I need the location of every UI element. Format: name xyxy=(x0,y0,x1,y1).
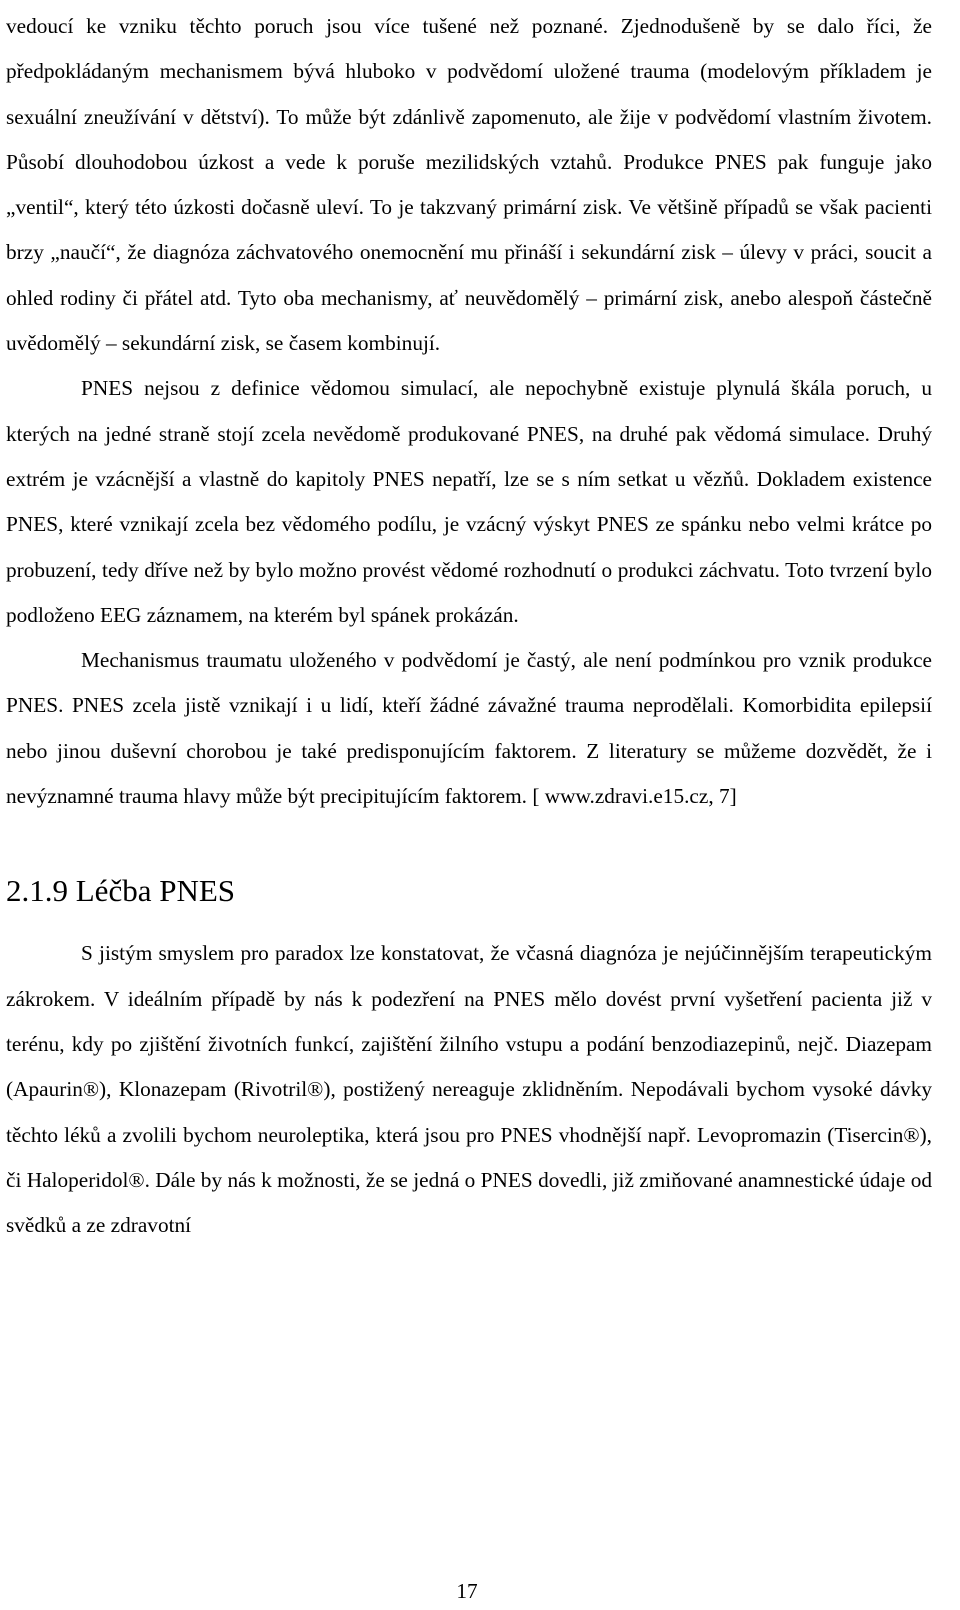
page-number: 17 xyxy=(456,1579,478,1603)
document-page xyxy=(6,4,932,1248)
section-heading: 2.1.9 Léčba PNES xyxy=(6,873,236,909)
paragraph-trauma-mechanism: Mechanismus traumatu uloženého v podvědomí je častý, ale není podmínkou pro vznik produkce PNES. PNES zcela jistě vznikají i u lidí, kteří žádné závažné trauma neprodělali. Komorbidita epilepsií nebo jinou duševní chorobou je také predisponujícím faktorem. Z literatury se můžeme dozvědět, že i nevýznamné trauma hlavy může být precipitujícím faktorem. [ www.zdravi.e15.cz, 7] xyxy=(6,648,932,809)
paragraph-pnes-simulation: PNES nejsou z definice vědomou simulací, ale nepochybně existuje plynulá škála poruch, u kterých na jedné straně stojí zcela nevědomě produkované PNES, na druhé pak vědomá simulace. Druhý extrém je vzácnější a vlastně do kapitoly PNES nepatří, lze se s ním setkat u vězňů. Dokladem existence PNES, které vznikají zcela bez vědomého podílu, je vzácný výskyt PNES ze spánku nebo velmi krátce po probuzení, tedy dříve než by bylo možno provést vědomé rozhodnutí o produkci záchvatu. Toto tvrzení bylo podloženo EEG záznamem, na kterém byl spánek prokázán. xyxy=(6,376,932,627)
paragraph-treatment: S jistým smyslem pro paradox lze konstatovat, že včasná diagnóza je nejúčinnějším terapeutickým zákrokem. V ideálním případě by nás k podezření na PNES mělo dovést první vyšetření pacienta již v terénu, kdy po zjištění životních funkcí, zajištění žilního vstupu a podání benzodiazepinů, nejč. Diazepam (Apaurin®), Klonazepam (Rivotril®), postižený nereaguje zklidněním. Nepodávali bychom vysoké dávky těchto léků a zvolili bychom neuroleptika, která jsou pro PNES vhodnější např. Levopromazin (Tisercin®), či Haloperidol®. Dále by nás k možnosti, že se jedná o PNES dovedli, již zmiňované anamnestické údaje od svědků a ze zdravotní xyxy=(6,941,932,1238)
paragraph-continuation: vedoucí ke vzniku těchto poruch jsou více tušené než poznané. Zjednodušeně by se dalo říci, že předpokládaným mechanismem bývá hluboko v podvědomí uložené trauma (modelovým příkladem je sexuální zneužívání v dětství). To může být zdánlivě zapomenuto, ale žije v podvědomí vlastním životem. Působí dlouhodobou úzkost a vede k poruše mezilidských vztahů. Produkce PNES pak funguje jako „ventil“, který této úzkosti dočasně uleví. To je takzvaný primární zisk. Ve většině případů se však pacienti brzy „naučí“, že diagnóza záchvatového onemocnění mu přináší i sekundární zisk – úlevy v práci, soucit a ohled rodiny či přátel atd. Tyto oba mechanismy, ať neuvědomělý – primární zisk, anebo alespoň částečně uvědomělý – sekundární zisk, se časem kombinují. xyxy=(6,14,932,356)
